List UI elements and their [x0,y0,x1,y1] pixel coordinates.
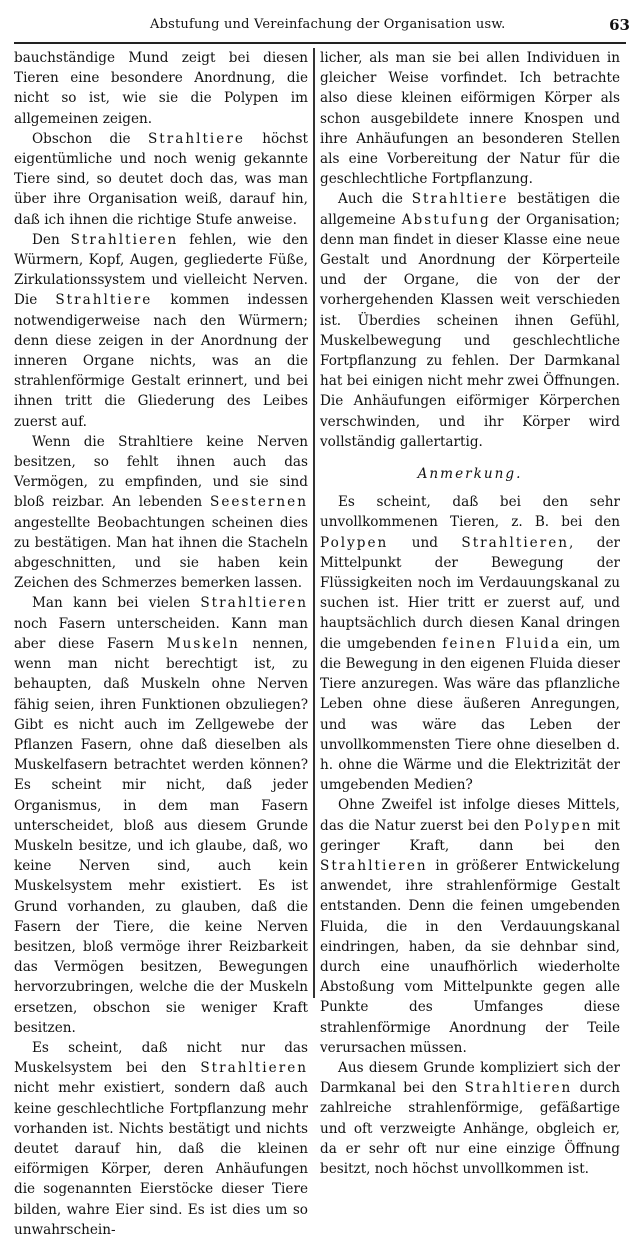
paragraph: Obschon die Strahltiere höchst eigentümliche und noch wenig gekannte Tiere sind, so deutet doch das, was man über ihre Organisation weiß, darauf hin, daß ich ihnen die richtige Stufe anweise. [14,130,308,228]
section-heading: Anmerkung. [417,466,523,483]
paragraph: licher, als man sie bei allen Individuen in gleicher Weise vorfindet. Ich betrachte also diese kleinen eiförmigen Körper als schon ausgebildete innere Knospen und ihre Anhäufungen an besonderen Stellen als eine Vorbereitung der Natur für die geschlechtliche Fortpflanzung. [320,50,620,188]
paragraph: Aus diesem Grunde kompliziert sich der Darmkanal bei den Strahltieren durch zahlreiche strahlenförmige, gefäßartige und oft verzweigte Anhänge, obgleich er, da er sehr oft nur eine einzige Öffnung besitzt, noch höchst unvollkommen ist. [320,1059,620,1177]
right-column [320,48,621,1177]
column-divider [313,48,315,998]
left-column [14,48,308,1238]
paragraph: Ohne Zweifel ist infolge dieses Mittels, das die Natur zuerst bei den Polypen mit geringer Kraft, dann bei den Strahltieren in größerer Entwickelung anwendet, ihre strahlenförmige Gestalt entstanden. Denn die feinen umgebenden Fluida, die in den Verdauungskanal eindringen, haben, da sie dehnbar sind, durch eine unaufhörlich wiederholte Abstoßung vom Mittelpunkte gegen alle Punkte des Umfanges diese strahlenförmige Anordnung der Teile verursachen müssen. [320,797,620,1056]
paragraph: Den Strahltieren fehlen, wie den Würmern, Kopf, Augen, gegliederte Füße, Zirkulationssystem und vielleicht Nerven. Die Strahltiere kommen indessen notwendigerweise nach den Würmern; denn diese zeigen in der Anordnung der inneren Organe nichts, was an die strahlenförmige Gestalt erinnert, und bei ihnen tritt die Gliederung des Leibes zuerst auf. [14,231,308,430]
page-header [0,14,640,38]
paragraph: Es scheint, daß nicht nur das Muskelsystem bei den Strahltieren nicht mehr existiert, sondern daß auch keine geschlechtliche Fortpflanzung mehr vorhanden ist. Nichts bestätigt und nichts deutet darauf hin, daß die kleinen eiförmigen Körper, deren Anhäufungen die sogenannten Eierstöcke dieser Tiere bilden, wahre Eier sind. Es ist dies um so unwahrschein- [14,1039,308,1238]
paragraph: Es scheint, daß bei den sehr unvollkommenen Tieren, z. B. bei den Polypen und Strahltieren, der Mittelpunkt der Bewegung der Flüssigkeiten noch im Verdauungskanal zu suchen ist. Hier tritt er zuerst auf, und hauptsächlich durch diesen Kanal dringen die umgebenden feinen Fluida ein, um die Bewegung in den eigenen Fluida dieser Tiere anzuregen. Was wäre das pflanzliche Leben ohne diese äußeren Anregungen, und was wäre das Leben der unvollkommensten Tiere ohne dieselben d. h. ohne die Wärme und die Elektrizität der umgebenden Medien? [320,494,621,794]
paragraph: Man kann bei vielen Strahltieren noch Fasern unterscheiden. Kann man aber diese Fasern Muskeln nennen, wenn man nicht berechtigt ist, zu behaupten, daß Muskeln ohne Nerven fähig seien, ihren Funktionen obzuliegen? Gibt es nicht auch im Zellgewebe der Pflanzen Fasern, ohne daß dieselben als Muskelfasern betrachtet werden können? Es scheint mir nicht, daß jeder Organismus, in dem man Fasern unterscheidet, bloß aus diesem Grunde Muskeln besitze, und ich glaube, daß, wo keine Nerven sind, auch kein Muskelsystem mehr existiert. Es ist Grund vorhanden, zu glauben, daß die Fasern der Tiere, die keine Nerven besitzen, bloß vermöge ihrer Reizbarkeit das Vermögen besitzen, Bewegungen hervorzubringen, welche die der Muskeln ersetzen, obschon sie weniger Kraft besitzen. [14,595,308,1036]
header-rule [14,42,626,44]
paragraph: bauchständige Mund zeigt bei diesen Tieren eine besondere Anordnung, die nicht so ist, wie sie die Polypen im allgemeinen zeigen. [14,50,308,127]
page-number: 63 [609,16,630,34]
paragraph: Wenn die Strahltiere keine Nerven besitzen, so fehlt ihnen auch das Vermögen, zu empfinden, und sie sind bloß reizbar. An lebenden Seesternen angestellte Beobachtungen scheinen dies zu bestätigen. Man hat ihnen die Stacheln abgeschnitten, und sie haben kein Zeichen des Schmerzes bemerken lassen. [14,433,308,592]
running-head: Abstufung und Vereinfachung der Organisation usw. [150,17,506,32]
paragraph: Auch die Strahltiere bestätigen die allgemeine Abstufung der Organisation; denn man findet in dieser Klasse eine neue Gestalt und Anordnung der Körperteile und der Organe, die von der der vorhergehenden Klassen weit verschieden ist. Überdies scheinen ihnen Gefühl, Muskelbewegung und geschlechtliche Fortpflanzung zu fehlen. Der Darmkanal hat bei einigen nicht mehr zwei Öffnungen. Die Anhäufungen eiförmiger Körperchen verschwinden, und ihr Körper wird vollständig gallertartig. [320,191,620,450]
